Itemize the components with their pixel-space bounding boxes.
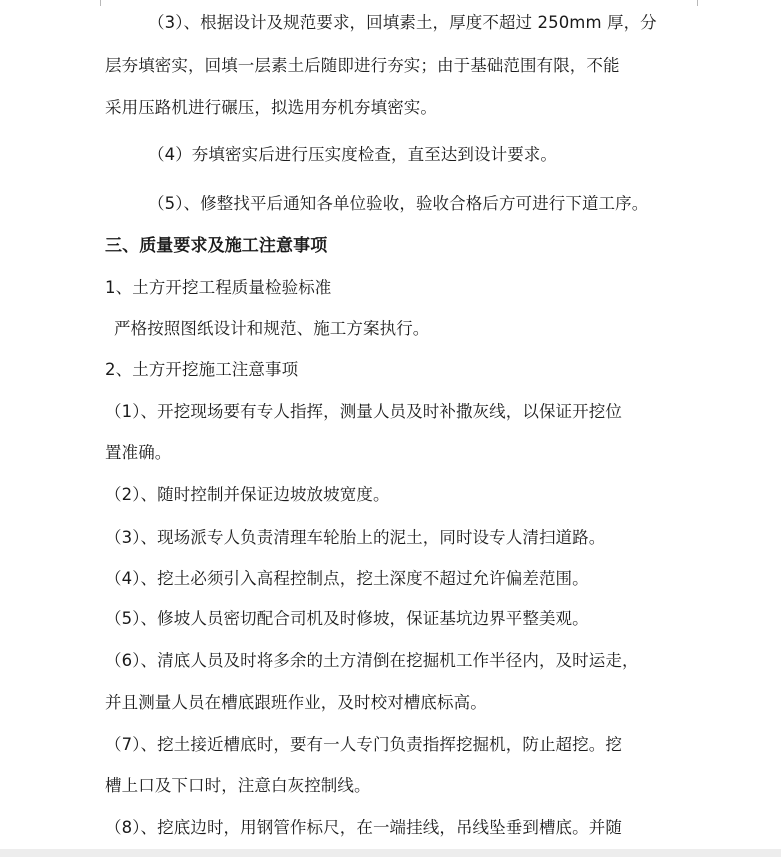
list-item-line: （4）、挖土必须引入高程控制点，挖土深度不超过允许偏差范围。	[105, 569, 589, 588]
list-item-line: （2）、随时控制并保证边坡放坡宽度。	[105, 485, 390, 504]
list-item-line: 槽上口及下口时，注意白灰控制线。	[105, 776, 371, 795]
paragraph-line: 层夯填密实，回填一层素土后随即进行夯实；由于基础范围有限，不能	[105, 56, 620, 75]
list-item-line: （3）、现场派专人负责清理车轮胎上的泥土，同时设专人清扫道路。	[105, 528, 606, 547]
list-item-line: （8）、挖底边时，用钢管作标尺，在一端挂线，吊线坠垂到槽底。并随	[105, 818, 622, 837]
subsection-title: 1、土方开挖工程质量检验标准	[105, 278, 332, 297]
list-item-line: 并且测量人员在槽底跟班作业，及时校对槽底标高。	[105, 693, 487, 712]
margin-corner-mark-left	[88, 0, 101, 6]
list-item-line: （7）、挖土接近槽底时，要有一人专门负责指挥挖掘机，防止超挖。挖	[105, 735, 622, 754]
margin-corner-mark-right	[697, 0, 710, 6]
paragraph-line: （3）、根据设计及规范要求，回填素土，厚度不超过 250mm 厚，分	[148, 13, 657, 32]
paragraph-line: 严格按照图纸设计和规范、施工方案执行。	[114, 319, 430, 338]
paragraph-line: （5）、修整找平后通知各单位验收，验收合格后方可进行下道工序。	[148, 194, 649, 213]
subsection-title: 2、土方开挖施工注意事项	[105, 360, 299, 379]
paragraph-line: 采用压路机进行碾压，拟选用夯机夯填密实。	[105, 98, 437, 117]
page-bottom-edge	[0, 849, 781, 857]
paragraph-line: （4）夯填密实后进行压实度检查，直至达到设计要求。	[148, 145, 557, 164]
section-heading: 三、质量要求及施工注意事项	[105, 236, 328, 256]
list-item-line: 置准确。	[105, 443, 172, 462]
list-item-line: （5）、修坡人员密切配合司机及时修坡，保证基坑边界平整美观。	[105, 609, 589, 628]
list-item-line: （1）、开挖现场要有专人指挥，测量人员及时补撒灰线，以保证开挖位	[105, 402, 622, 421]
list-item-line: （6）、清底人员及时将多余的土方清倒在挖掘机工作半径内，及时运走，	[105, 651, 639, 670]
